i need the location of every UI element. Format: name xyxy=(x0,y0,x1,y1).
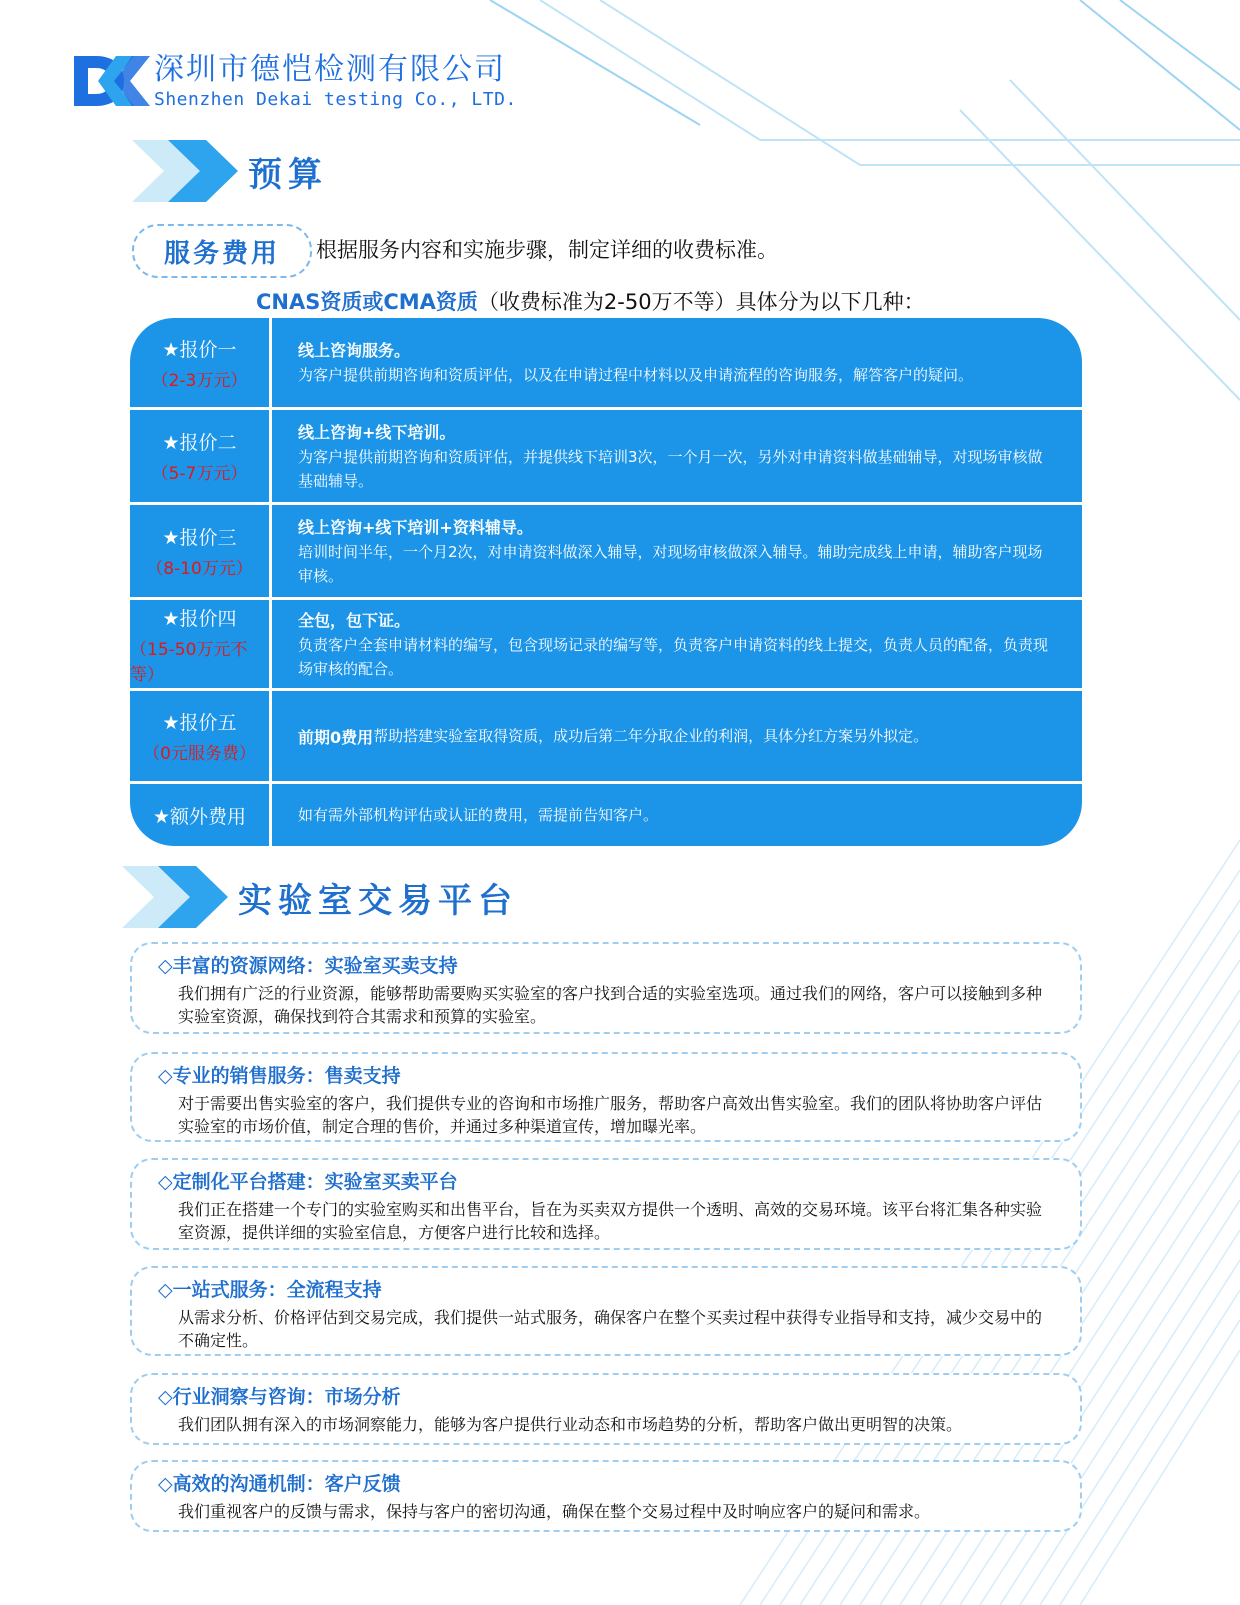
pricing-range: （5-7万元） xyxy=(151,464,248,484)
card-title: ◇定制化平台搭建：实验室买卖平台 xyxy=(158,1171,458,1193)
pricing-label: ★报价一 xyxy=(162,338,237,361)
pricing-label: ★报价二 xyxy=(162,432,237,454)
card-title: ◇丰富的资源网络：实验室买卖支持 xyxy=(158,955,458,977)
cnas-intro xyxy=(256,286,925,316)
lab-trading-card xyxy=(130,1266,1082,1356)
lab-trading-card xyxy=(130,942,1082,1034)
pricing-label: ★报价四 xyxy=(162,607,237,630)
pricing-row xyxy=(130,691,1082,781)
pricing-row xyxy=(130,505,1082,597)
pricing-title: 线上咨询+线下培训+资料辅导。 xyxy=(298,517,533,537)
pricing-desc: 为客户提供前期咨询和资质评估，以及在申请过程中材料以及申请流程的咨询服务，解答客户的疑问。 xyxy=(298,366,974,384)
double-chevron-icon xyxy=(122,866,232,928)
cnas-rest: （收费标准为2-50万不等）具体分为以下几种： xyxy=(477,290,925,314)
pricing-title: 线上咨询+线下培训。 xyxy=(298,422,456,442)
budget-section-header xyxy=(132,140,328,202)
company-name-cn: 深圳市德恺检测有限公司 xyxy=(154,51,506,87)
pricing-range: （2-3万元） xyxy=(151,370,248,391)
card-body: 我们正在搭建一个专门的实验室购买和出售平台，旨在为买卖双方提供一个透明、高效的交易环境。该平台将汇集各种实验室资源，提供详细的实验室信息，方便客户进行比较和选择。 xyxy=(178,1200,1043,1242)
lab-trading-card xyxy=(130,1052,1082,1142)
card-body: 从需求分析、价格评估到交易完成，我们提供一站式服务，确保客户在整个买卖过程中获得专业指导和支持，减少交易中的不确定性。 xyxy=(178,1308,1043,1350)
cnas-highlight: CNAS资质或CMA资质 xyxy=(256,290,478,314)
pricing-label: ★额外费用 xyxy=(152,805,247,828)
company-logo xyxy=(72,52,517,110)
card-title: ◇行业洞察与咨询：市场分析 xyxy=(158,1386,401,1408)
pricing-row xyxy=(130,410,1082,502)
lab-trading-card xyxy=(130,1158,1082,1250)
company-name-en: Shenzhen Dekai testing Co., LTD. xyxy=(154,88,517,110)
dk-logo-icon xyxy=(72,52,152,110)
pricing-label: ★报价五 xyxy=(162,712,237,734)
card-title: ◇一站式服务：全流程支持 xyxy=(158,1279,382,1301)
double-chevron-icon xyxy=(132,140,242,202)
pricing-desc: 如有需外部机构评估或认证的费用，需提前告知客户。 xyxy=(298,806,659,824)
pricing-desc: 为客户提供前期咨询和资质评估，并提供线下培训3次，一个月一次，另外对申请资料做基础辅导，对现场审核做基础辅导。 xyxy=(298,447,1043,490)
pricing-row xyxy=(130,600,1082,688)
pricing-title: 线上咨询服务。 xyxy=(298,341,411,360)
pricing-row xyxy=(130,784,1082,846)
lab-trading-section-header xyxy=(122,866,518,928)
card-body: 我们团队拥有深入的市场洞察能力，能够为客户提供行业动态和市场趋势的分析，帮助客户做出更明智的决策。 xyxy=(178,1415,963,1434)
pricing-desc: 负责客户全套申请材料的编写，包含现场记录的编写等，负责客户申请资料的线上提交，负责人员的配备，负责现场审核的配合。 xyxy=(298,635,1049,678)
card-body: 我们重视客户的反馈与需求，保持与客户的密切沟通，确保在整个交易过程中及时响应客户的疑问和需求。 xyxy=(178,1502,931,1521)
pricing-range: （8-10万元） xyxy=(146,559,253,579)
pricing-title: 前期0费用 xyxy=(298,727,374,747)
pricing-range: （0元服务费） xyxy=(143,744,256,764)
service-fee-description: 根据服务内容和实施步骤，制定详细的收费标准。 xyxy=(316,238,778,262)
card-title: ◇专业的销售服务：售卖支持 xyxy=(158,1065,401,1087)
pricing-table xyxy=(130,318,1082,846)
service-fee-badge: 服务费用 xyxy=(132,224,312,278)
card-title: ◇高效的沟通机制：客户反馈 xyxy=(158,1473,401,1495)
pricing-desc: 帮助搭建实验室取得资质，成功后第二年分取企业的利润，具体分红方案另外拟定。 xyxy=(373,727,929,745)
lab-trading-title: 实验室交易平台 xyxy=(238,880,518,921)
pricing-row xyxy=(130,318,1082,407)
lab-trading-card xyxy=(130,1460,1082,1532)
pricing-range: （15-50万元不等） xyxy=(130,639,248,685)
lab-trading-card xyxy=(130,1373,1082,1445)
budget-title: 预算 xyxy=(248,154,328,195)
pricing-desc: 培训时间半年，一个月2次，对申请资料做深入辅导，对现场审核做深入辅导。辅助完成线上申请，辅助客户现场审核。 xyxy=(298,542,1043,585)
card-body: 我们拥有广泛的行业资源，能够帮助需要购买实验室的客户找到合适的实验室选项。通过我们的网络，客户可以接触到多种实验室资源，确保找到符合其需求和预算的实验室。 xyxy=(178,984,1043,1026)
pricing-title: 全包，包下证。 xyxy=(298,610,411,630)
card-body: 对于需要出售实验室的客户，我们提供专业的咨询和市场推广服务，帮助客户高效出售实验室。我们的团队将协助客户评估实验室的市场价值，制定合理的售价，并通过多种渠道宣传，增加曝光率。 xyxy=(178,1094,1043,1136)
pricing-label: ★报价三 xyxy=(162,527,237,549)
